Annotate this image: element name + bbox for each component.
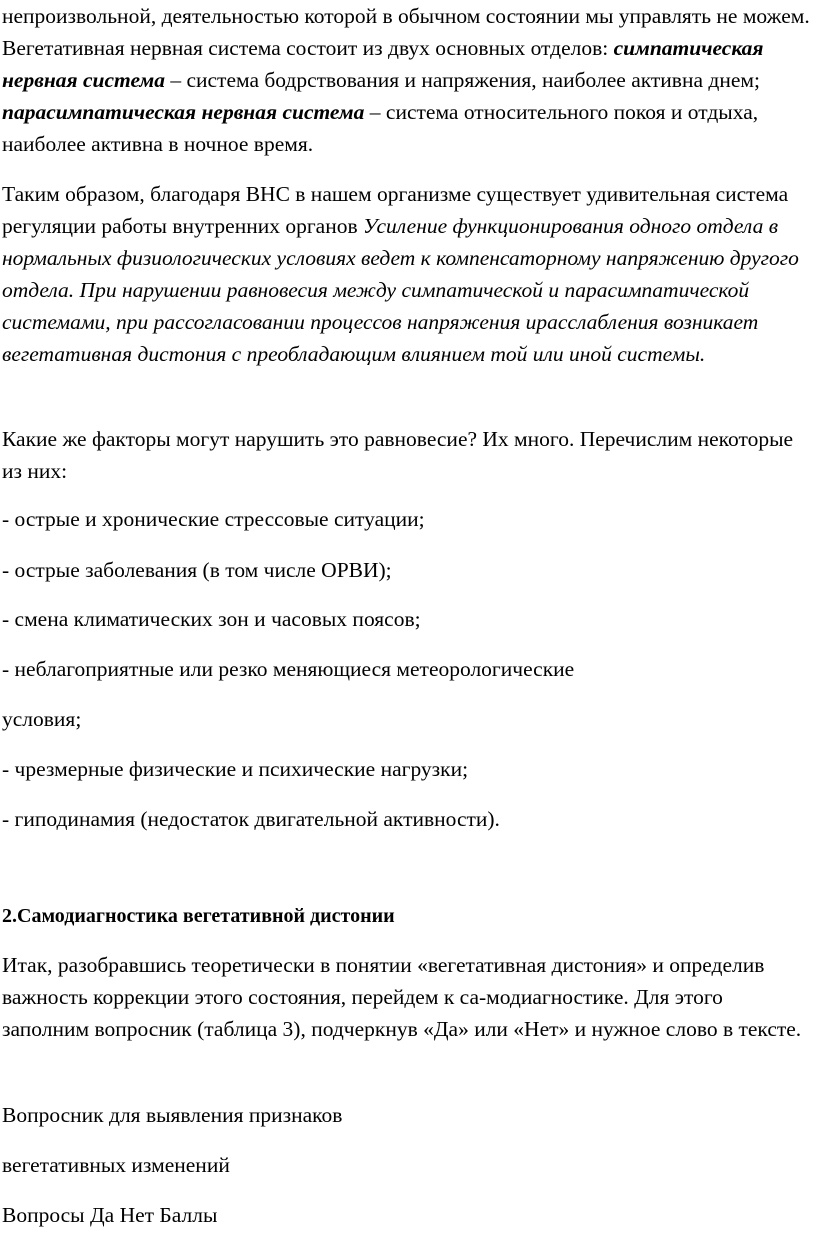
table-header: Вопросы Да Нет Баллы: [2, 1203, 218, 1227]
paragraph-text: – система бодрствования и напряжения, наиболее активна днем;: [164, 68, 760, 92]
term-sympathetic: симпатическая нервная система: [2, 36, 764, 92]
italic-text: Усиление функционирования одного отдела в нормальных физиологических условиях ведет к компенсаторному напряжению другого отдела. При нарушении равновесия между симпатической и парасимпатической системами, при рассогласовании процессов напряжения ирасслабления возникает вегетативная дистония с преобладающим влиянием той или иной системы.: [2, 214, 799, 366]
questionnaire-title: Вопросник для выявления признаков: [2, 1103, 343, 1127]
list-item: - острые и хронические стрессовые ситуации;: [2, 507, 425, 531]
paragraph-text: – система относительного покоя и отдыха, наиболее активна в ночное время.: [2, 100, 759, 156]
paragraph-factors-intro: Какие же факторы могут нарушить это равновесие? Их много. Перечислим некоторые из них:: [2, 427, 794, 483]
section-heading: 2.Самодиагностика вегетативной дистонии: [2, 905, 395, 927]
list-item: - чрезмерные физические и психические нагрузки;: [2, 757, 469, 781]
questionnaire-subtitle: вегетативных изменений: [2, 1153, 230, 1177]
paragraph-text: Таким образом, благодаря ВНС в нашем организме существует удивительная система регуляции работы внутренних органов: [2, 182, 789, 238]
list-item: условия;: [2, 707, 82, 731]
list-item: - гиподинамия (недостаток двигательной активности).: [2, 807, 500, 831]
paragraph-text: непроизвольной, деятельностью которой в обычном состоянии мы управлять не можем. Вегетативная нервная система состоит из двух основных отделов:: [2, 4, 810, 60]
paragraph-self-diagnosis: Итак, разобравшись теоретически в понятии «вегетативная дистония» и определив важность коррекции этого состояния, перейдем к са-модиагностике. Для этого заполним вопросник (таблица 3), подчеркнув «Да» или «Нет» и нужное слово в тексте.: [2, 953, 802, 1041]
list-item: - смена климатических зон и часовых поясов;: [2, 607, 421, 631]
list-item: - острые заболевания (в том числе ОРВИ);: [2, 558, 392, 582]
paragraph-regulation: [2, 178, 814, 370]
paragraph-ans-divisions: [2, 0, 814, 160]
list-item: - неблагоприятные или резко меняющиеся метеорологические: [2, 657, 575, 681]
term-parasympathetic: парасимпатическая нервная система: [2, 100, 365, 124]
